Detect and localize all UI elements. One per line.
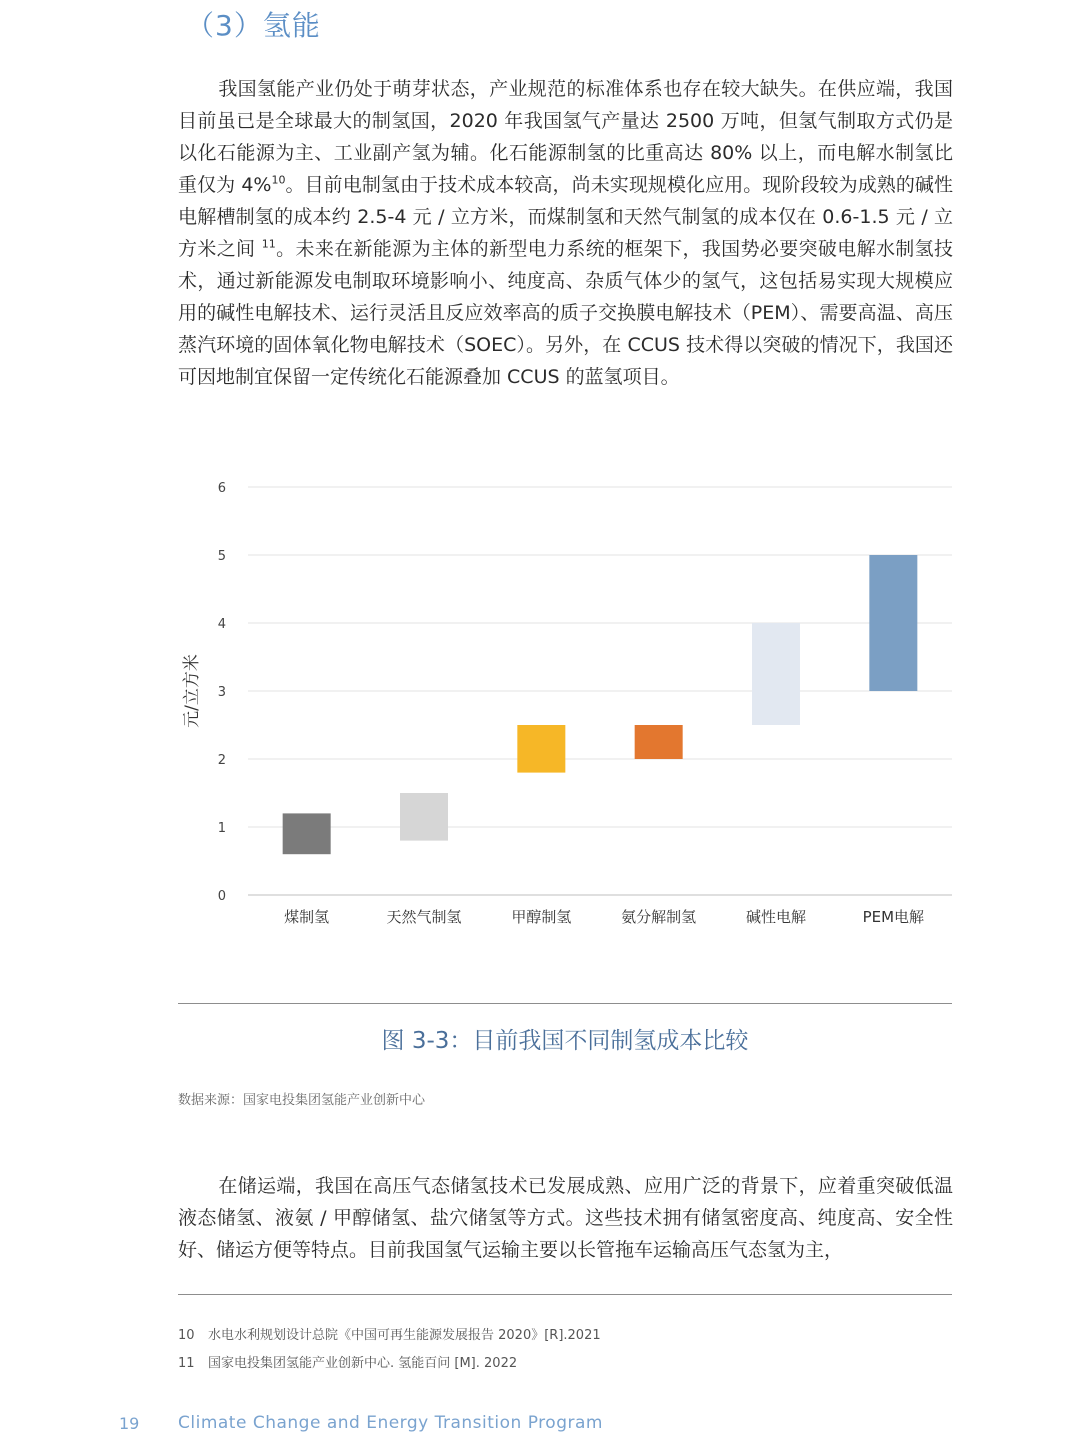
x-tick-label: 天然气制氢 — [386, 908, 462, 926]
body-paragraph-storage — [178, 1170, 953, 1266]
y-tick-label: 6 — [217, 481, 226, 496]
body-paragraph-supply — [178, 73, 953, 393]
footnote-text: 国家电投集团氢能产业创新中心. 氢能百问 [M]. 2022 — [208, 1356, 518, 1371]
figure-source: 数据来源：国家电投集团氢能产业创新中心 — [178, 1093, 426, 1108]
footnote-ref-10[interactable]: 10 — [271, 173, 286, 187]
y-tick-label: 5 — [217, 549, 226, 564]
footnote-10 — [178, 1324, 601, 1343]
x-tick-label: 碱性电解 — [745, 908, 807, 926]
footnote-divider — [178, 1294, 952, 1295]
footnote-text: 水电水利规划设计总院《中国可再生能源发展报告 2020》[R].2021 — [208, 1328, 601, 1343]
section-title: （3）氢能 — [186, 9, 321, 42]
footer-program-title: Climate Change and Energy Transition Program — [178, 1413, 603, 1433]
bar-1 — [283, 813, 331, 854]
y-tick-label: 2 — [217, 753, 226, 768]
y-tick-label: 1 — [217, 821, 226, 836]
x-tick-label: 氨分解制氢 — [621, 908, 697, 926]
footnote-number: 11 — [178, 1356, 195, 1371]
footnote-number: 10 — [178, 1328, 195, 1343]
para2-text: 在储运端，我国在高压气态储氢技术已发展成熟、应用广泛的背景下，应着重突破低温液态储氢、液氨 / 甲醇储氢、盐穴储氢等方式。这些技术拥有储氢密度高、纯度高、安全性好、储运方便等特点。目前我国氢气运输主要以长管拖车运输高压气态氢为主， — [178, 1175, 953, 1261]
bar-5 — [752, 623, 800, 725]
footnote-11 — [178, 1352, 517, 1371]
figure-divider — [178, 1003, 952, 1004]
y-tick-label: 0 — [217, 889, 226, 904]
page-number: 19 — [119, 1414, 140, 1433]
para1-text-b: 。目前电制氢由于技术成本较高，尚未实现规模化应用。现阶段较为成熟的碱性电解槽制氢的成本约 2.5-4 元 / 立方米，而煤制氢和天然气制氢的成本仅在 0.6-1.5 元 / 立方米之间 — [178, 174, 953, 260]
para1-text-c: 。未来在新能源为主体的新型电力系统的框架下，我国势必要突破电解水制氢技术，通过新能源发电制取环境影响小、纯度高、杂质气体少的氢气，这包括易实现大规模应用的碱性电解技术、运行灵活且反应效率高的质子交换膜电解技术（PEM）、需要高温、高压蒸汽环境的固体氧化物电解技术（SOEC）。另外，在 CCUS 技术得以突破的情况下，我国还可因地制宜保留一定传统化石能源叠加 CCUS 的蓝氢项目。 — [178, 238, 953, 388]
y-axis-label: 元/立方米 — [182, 654, 202, 728]
x-tick-label: PEM电解 — [862, 908, 925, 926]
hydrogen-cost-chart — [178, 466, 958, 936]
y-tick-label: 4 — [217, 617, 226, 632]
figure-caption: 图 3-3：目前我国不同制氢成本比较 — [381, 1028, 749, 1054]
bar-6 — [869, 555, 917, 691]
bar-2 — [400, 793, 448, 841]
x-tick-label: 煤制氢 — [284, 908, 330, 926]
bar-4 — [635, 725, 683, 759]
footnote-ref-11[interactable]: 11 — [261, 237, 276, 251]
bar-3 — [517, 725, 565, 773]
para1-text-a: 我国氢能产业仍处于萌芽状态，产业规范的标准体系也存在较大缺失。在供应端，我国目前虽已是全球最大的制氢国，2020 年我国氢气产量达 2500 万吨，但氢气制取方式仍是以化石能源为主、工业副产氢为辅。化石能源制氢的比重高达 80% 以上，而电解水制氢比重仅为 4% — [178, 78, 953, 196]
x-tick-label: 甲醇制氢 — [511, 908, 572, 926]
y-tick-label: 3 — [217, 685, 226, 700]
